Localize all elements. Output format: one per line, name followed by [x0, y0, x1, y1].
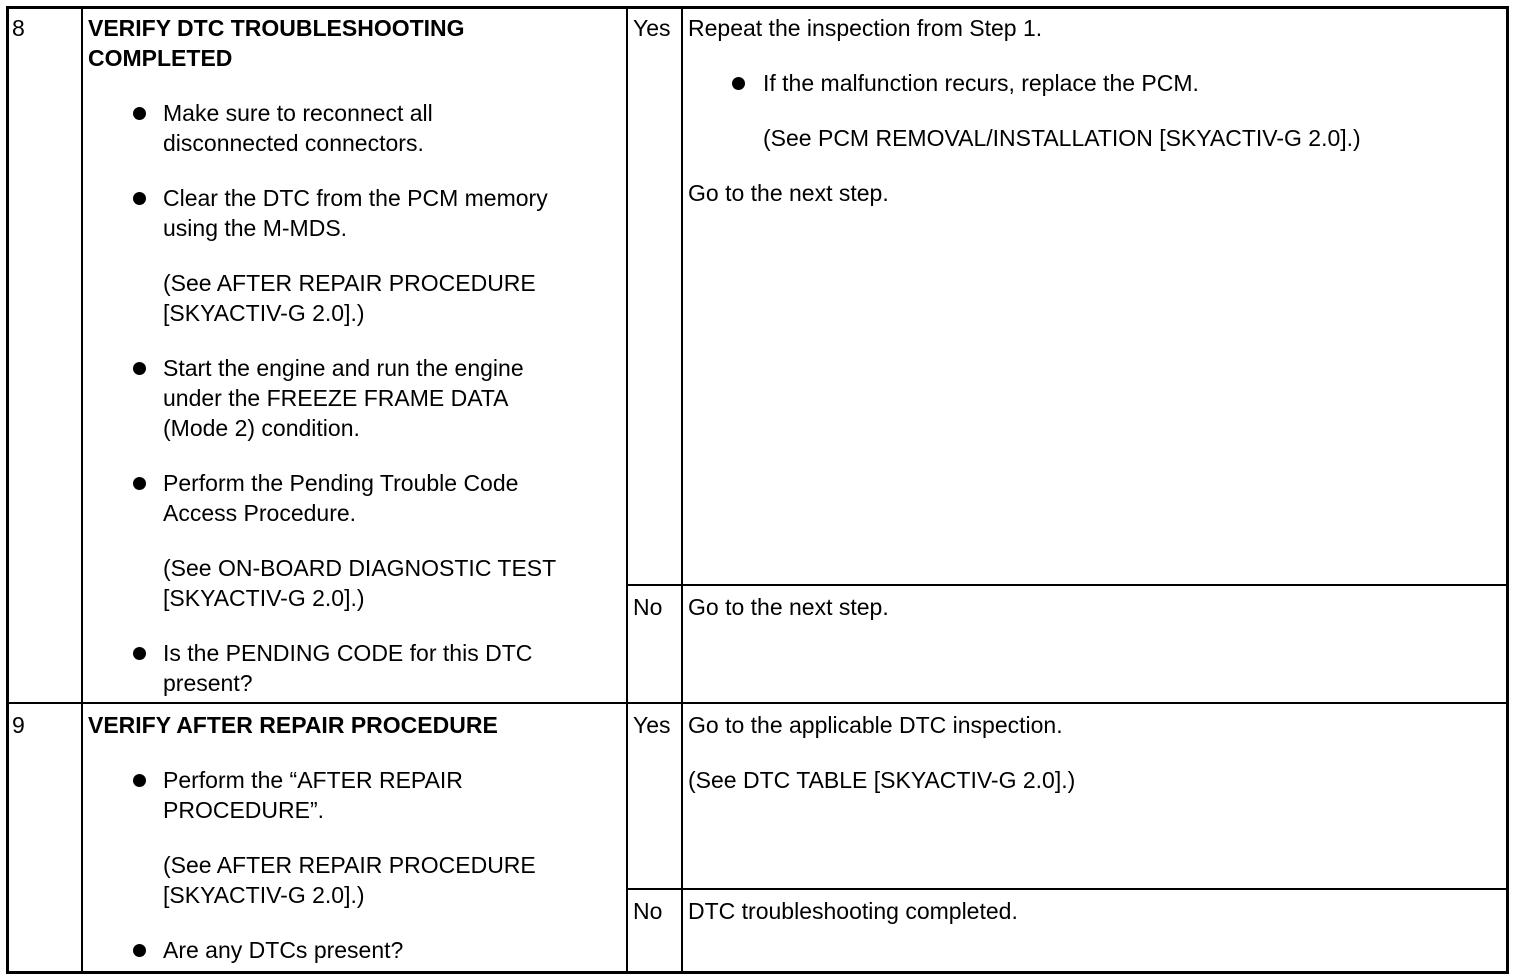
- action-text: Make sure to reconnect all: [163, 100, 433, 126]
- action-text: (Mode 2) condition.: [163, 415, 360, 441]
- bullet-icon: [133, 774, 146, 787]
- col-divider-result: [681, 6, 683, 972]
- reference-link[interactable]: (See DTC TABLE [SKYACTIV-G 2.0].): [688, 767, 1076, 793]
- result-text: Repeat the inspection from Step 1.: [688, 15, 1043, 41]
- step-title: COMPLETED: [88, 45, 233, 71]
- action-text: Start the engine and run the engine: [163, 355, 524, 381]
- reference-link[interactable]: (See PCM REMOVAL/INSTALLATION [SKYACTIV-G 2.0].): [763, 125, 1361, 151]
- reference-link[interactable]: [SKYACTIV-G 2.0].): [163, 300, 365, 326]
- result-text: Go to the next step.: [688, 594, 889, 620]
- yes-label: Yes: [633, 712, 671, 738]
- result-text: Go to the next step.: [688, 180, 889, 206]
- action-text: under the FREEZE FRAME DATA: [163, 385, 509, 411]
- action-text: Are any DTCs present?: [163, 937, 404, 963]
- action-text: Access Procedure.: [163, 500, 357, 526]
- action-text: PROCEDURE”.: [163, 797, 325, 823]
- bullet-icon: [133, 192, 146, 205]
- row9-yes-no-divider: [626, 888, 1506, 890]
- action-text: Perform the “AFTER REPAIR: [163, 767, 463, 793]
- result-text: Go to the applicable DTC inspection.: [688, 712, 1063, 738]
- yes-label: Yes: [633, 15, 671, 41]
- reference-link[interactable]: (See AFTER REPAIR PROCEDURE: [163, 852, 536, 878]
- no-label: No: [633, 594, 663, 620]
- reference-link[interactable]: (See AFTER REPAIR PROCEDURE: [163, 270, 536, 296]
- action-text: using the M-MDS.: [163, 215, 348, 241]
- bullet-icon: [133, 107, 146, 120]
- row8-yes-no-divider: [626, 584, 1506, 586]
- bullet-icon: [133, 362, 146, 375]
- result-text: DTC troubleshooting completed.: [688, 898, 1018, 924]
- bullet-icon: [133, 477, 146, 490]
- col-divider-step: [81, 6, 83, 972]
- no-label: No: [633, 898, 663, 924]
- action-text: present?: [163, 670, 253, 696]
- bullet-icon: [732, 77, 745, 90]
- bullet-icon: [133, 944, 146, 957]
- step-number: 8: [12, 15, 25, 41]
- reference-link[interactable]: [SKYACTIV-G 2.0].): [163, 882, 365, 908]
- row-divider-8-9: [6, 702, 1506, 704]
- bullet-icon: [133, 647, 146, 660]
- result-text: If the malfunction recurs, replace the PCM.: [763, 70, 1199, 96]
- step-title: VERIFY DTC TROUBLESHOOTING: [88, 15, 465, 41]
- action-text: Clear the DTC from the PCM memory: [163, 185, 548, 211]
- step-title: VERIFY AFTER REPAIR PROCEDURE: [88, 712, 498, 738]
- action-text: Perform the Pending Trouble Code: [163, 470, 519, 496]
- reference-link[interactable]: (See ON-BOARD DIAGNOSTIC TEST: [163, 555, 557, 581]
- reference-link[interactable]: [SKYACTIV-G 2.0].): [163, 585, 365, 611]
- col-divider-action: [626, 6, 628, 972]
- step-number: 9: [12, 712, 25, 738]
- action-text: Is the PENDING CODE for this DTC: [163, 640, 533, 666]
- action-text: disconnected connectors.: [163, 130, 424, 156]
